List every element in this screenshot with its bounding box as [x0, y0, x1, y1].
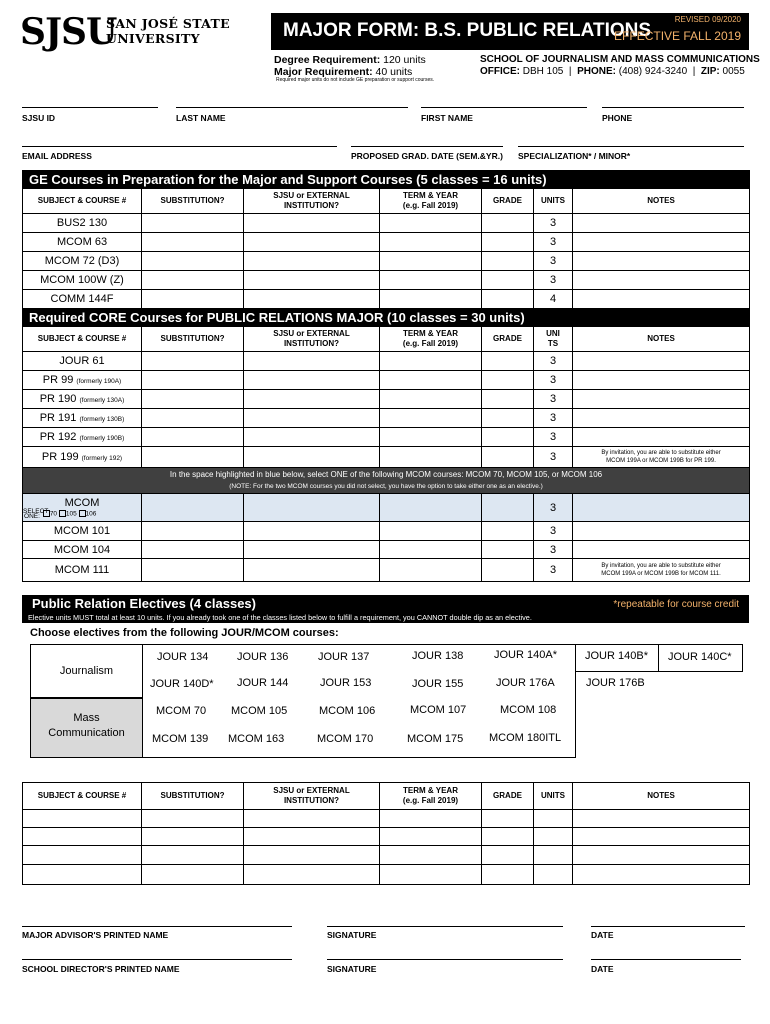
electives-choose-label: Choose electives from the following JOUR/MCOM courses: — [30, 627, 339, 639]
first-name-label: FIRST NAME — [421, 113, 473, 123]
elective-jour-155: JOUR 155 — [412, 678, 464, 690]
table-row: JOUR 61 3 — [23, 352, 750, 371]
university-name: SAN JOSÉ STATE UNIVERSITY — [106, 16, 230, 46]
specialization-input[interactable] — [518, 146, 744, 147]
mcom-select-row: MCOM SELECT ONE: 70 105 106 3 — [23, 494, 750, 522]
elective-jour-176b: JOUR 176B — [586, 677, 645, 689]
mcom-106-checkbox[interactable] — [79, 510, 86, 517]
mcom-selection-instructions: In the space highlighted in blue below, select ONE of the following MCOM courses: MCOM 70, MCOM 105, or MCOM 106 (NOTE: For the two MCOM courses you did not select, you have the option to take either one as an elective.) — [23, 468, 750, 494]
table-row: MCOM 111 3 By invitation, you are able to substitute either MCOM 199A or MCOM 199B for MCOM 111. — [23, 559, 750, 582]
table-row: MCOM 72 (D3) 3 — [23, 252, 750, 271]
electives-section-header — [22, 595, 749, 613]
elective-mcom-180itl: MCOM 180ITL — [489, 732, 562, 744]
elective-jour-140c: JOUR 140C* — [668, 651, 732, 663]
table-row: MCOM 101 3 — [23, 522, 750, 541]
form-title: MAJOR FORM: B.S. PUBLIC RELATIONS — [283, 20, 652, 41]
elective-mcom-139: MCOM 139 — [152, 733, 209, 745]
core-section-title: Required CORE Courses for PUBLIC RELATIONS MAJOR (10 classes = 30 units) — [23, 309, 750, 327]
form-title-bar — [271, 13, 749, 50]
mcom-70-checkbox[interactable] — [43, 510, 50, 517]
degree-requirement: Degree Requirement: 120 units — [274, 54, 426, 66]
ge-column-headers: SUBJECT & COURSE # SUBSTITUTION? SJSU or EXTERNAL INSTITUTION? TERM & YEAR (e.g. Fall 2019) GRADE UNITS NOTES — [23, 189, 750, 214]
advisor-signature-input[interactable] — [327, 926, 563, 927]
table-row: PR 199 (formerly 192) 3 By invitation, you are able to substitute either MCOM 199A or MCOM 199B for PR 199. — [23, 447, 750, 468]
advisor-name-input[interactable] — [22, 926, 292, 927]
major-requirement-note: Required major units do not include GE preparation or support courses. — [276, 77, 435, 83]
elective-mcom-170: MCOM 170 — [317, 733, 374, 745]
advisor-name-label: MAJOR ADVISOR'S PRINTED NAME — [22, 930, 169, 940]
elective-mcom-108: MCOM 108 — [500, 704, 557, 716]
elective-jour-138: JOUR 138 — [412, 650, 464, 662]
elective-mcom-105: MCOM 105 — [231, 705, 288, 717]
mass-communication-label: Mass Communication — [30, 698, 143, 758]
phone-input[interactable] — [602, 107, 744, 108]
journalism-label: Journalism — [30, 644, 143, 698]
electives-rule: Elective units MUST total at least 10 units. If you already took one of the classes listed below to fulfill a requirement, you CANNOT double dip as an elective. — [22, 613, 749, 623]
elective-mcom-163: MCOM 163 — [228, 733, 285, 745]
elective-jour-176a: JOUR 176A — [496, 677, 555, 689]
table-row — [23, 828, 750, 846]
elective-mcom-106: MCOM 106 — [319, 705, 376, 717]
first-name-input[interactable] — [421, 107, 587, 108]
table-row: MCOM 104 3 — [23, 541, 750, 559]
effective-term: EFFECTIVE FALL 2019 — [614, 29, 741, 43]
table-row: BUS2 130 3 — [23, 214, 750, 233]
director-date-label: DATE — [591, 964, 614, 974]
elective-jour-144: JOUR 144 — [237, 677, 289, 689]
table-row — [23, 810, 750, 828]
pr199-note: By invitation, you are able to substitute either MCOM 199A or MCOM 199B for PR 199. — [573, 447, 750, 468]
email-label: EMAIL ADDRESS — [22, 151, 92, 161]
sjsu-logo: SJSU — [20, 11, 117, 53]
mcom111-note: By invitation, you are able to substitute either MCOM 199A or MCOM 199B for MCOM 111. — [573, 559, 750, 582]
table-row: COMM 144F 4 — [23, 290, 750, 309]
elective-jour-140a: JOUR 140A* — [494, 649, 557, 661]
phone-label: PHONE — [602, 113, 633, 123]
director-signature-input[interactable] — [327, 959, 563, 960]
email-input[interactable] — [22, 146, 337, 147]
last-name-label: LAST NAME — [176, 113, 226, 123]
last-name-input[interactable] — [176, 107, 408, 108]
school-name: SCHOOL OF JOURNALISM AND MASS COMMUNICATIONS — [480, 54, 760, 65]
electives-title: Public Relation Electives (4 classes) — [32, 596, 256, 611]
elective-column-headers: SUBJECT & COURSE # SUBSTITUTION? SJSU or EXTERNAL INSTITUTION? TERM & YEAR (e.g. Fall 2019) GRADE UNITS NOTES — [23, 783, 750, 810]
table-row — [23, 846, 750, 865]
elective-jour-137: JOUR 137 — [318, 651, 370, 663]
sjsu-id-label: SJSU ID — [22, 113, 56, 123]
director-name-label: SCHOOL DIRECTOR'S PRINTED NAME — [22, 964, 180, 974]
course-table — [22, 170, 750, 582]
director-name-input[interactable] — [22, 959, 292, 960]
advisor-signature-label: SIGNATURE — [327, 930, 377, 940]
table-row: PR 99 (formerly 190A) 3 — [23, 371, 750, 390]
elective-entry-table — [22, 782, 750, 885]
table-row — [23, 865, 750, 885]
director-date-input[interactable] — [591, 959, 741, 960]
advisor-date-input[interactable] — [591, 926, 745, 927]
core-column-headers: SUBJECT & COURSE # SUBSTITUTION? SJSU or EXTERNAL INSTITUTION? TERM & YEAR (e.g. Fall 2019) GRADE UNI TS NOTES — [23, 327, 750, 352]
ge-section-title: GE Courses in Preparation for the Major and Support Courses (5 classes = 16 units) — [23, 171, 750, 189]
revised-date: REVISED 09/2020 — [674, 15, 741, 24]
repeatable-note: *repeatable for course credit — [613, 599, 739, 610]
major-requirement: Major Requirement: 40 units — [274, 66, 413, 78]
elective-jour-153: JOUR 153 — [320, 677, 372, 689]
elective-jour-134: JOUR 134 — [157, 651, 209, 663]
table-row: MCOM 100W (Z) 3 — [23, 271, 750, 290]
table-row: PR 191 (formerly 130B) 3 — [23, 409, 750, 428]
elective-jour-140b: JOUR 140B* — [585, 650, 648, 662]
grad-date-label: PROPOSED GRAD. DATE (SEM.&YR.) — [351, 151, 503, 161]
table-row: MCOM 63 3 — [23, 233, 750, 252]
elective-jour-140d: JOUR 140D* — [150, 678, 214, 690]
grad-date-input[interactable] — [351, 146, 503, 147]
elective-mcom-175: MCOM 175 — [407, 733, 464, 745]
sjsu-id-input[interactable] — [22, 107, 158, 108]
elective-jour-136: JOUR 136 — [237, 651, 289, 663]
specialization-label: SPECIALIZATION* / MINOR* — [518, 151, 631, 161]
table-row: PR 190 (formerly 130A) 3 — [23, 390, 750, 409]
advisor-date-label: DATE — [591, 930, 614, 940]
school-contact: OFFICE: DBH 105 | PHONE: (408) 924-3240 | ZIP: 0055 — [480, 66, 745, 77]
mcom-105-checkbox[interactable] — [59, 510, 66, 517]
table-row: PR 192 (formerly 190B) 3 — [23, 428, 750, 447]
elective-mcom-70: MCOM 70 — [156, 705, 207, 717]
elective-mcom-107: MCOM 107 — [410, 704, 467, 716]
director-signature-label: SIGNATURE — [327, 964, 377, 974]
